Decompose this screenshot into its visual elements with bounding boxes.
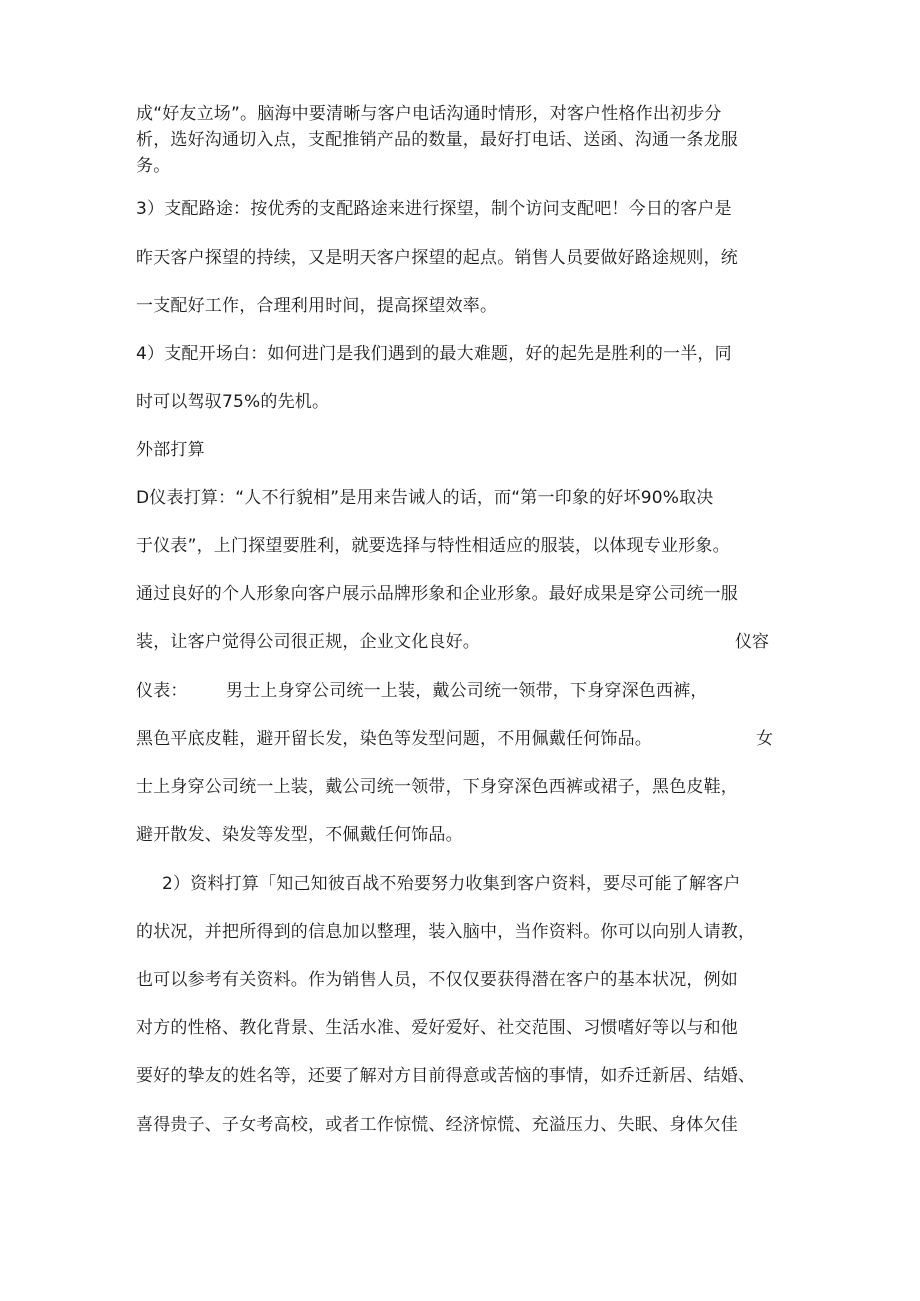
text-line-20: 也可以参考有关资料。作为销售人员，不仅仅要获得潜在客户的基本状况，例如 xyxy=(136,970,738,990)
text-line-6: 一支配好工作，合理利用时间，提高探望效率。 xyxy=(136,296,498,316)
text-line-8: 时可以驾驭75%的先机。 xyxy=(136,392,330,412)
text-line-1: 成“好友立场”。脑海中要清晰与客户电话沟通时情形，对客户性格作出初步分 xyxy=(136,104,722,124)
text-line-3: 务。 xyxy=(136,156,171,176)
text-line-10: D仪表打算：“人不行貌相”是用来告诫人的话，而“第一印象的好坏90%取决 xyxy=(136,488,714,508)
text-line-23: 喜得贵子、子女考高校，或者工作惊慌、经济惊慌、充溢压力、失眠、身体欠佳 xyxy=(136,1115,738,1135)
text-line-7: 4）支配开场白：如何进门是我们遇到的最大难题，好的起先是胜利的一半，同 xyxy=(136,344,732,364)
text-line-13: 装，让客户觉得公司很正规，企业文化良好。 xyxy=(136,632,480,652)
section-heading: 外部打算 xyxy=(136,440,205,460)
text-line-5: 昨天客户探望的持续，又是明天客户探望的起点。销售人员要做好路途规则，统 xyxy=(136,248,738,268)
text-line-18: 2）资料打算「知己知彼百战不殆要努力收集到客户资料，要尽可能了解客户 xyxy=(162,874,741,894)
text-line-14-label: 仪表： xyxy=(136,681,188,701)
text-line-21: 对方的性格、教化背景、生活水准、爱好爱好、社交范围、习惯嗜好等以与和他 xyxy=(136,1018,738,1038)
text-line-16: 士上身穿公司统一上装，戴公司统一领带，下身穿深色西裤或裙子，黑色皮鞋， xyxy=(136,777,738,797)
text-fragment-nv: 女 xyxy=(756,729,773,749)
text-line-4: 3）支配路途：按优秀的支配路途来进行探望，制个访问支配吧！今日的客户是 xyxy=(136,199,732,219)
text-line-22: 要好的挚友的姓名等，还要了解对方目前得意或苦恼的事情，如乔迁新居、结婚、 xyxy=(136,1066,756,1086)
text-line-17: 避开散发、染发等发型，不佩戴任何饰品。 xyxy=(136,825,463,845)
text-line-2: 析，选好沟通切入点，支配推销产品的数量，最好打电话、送函、沟通一条龙服 xyxy=(136,130,738,150)
text-line-14-body: 男士上身穿公司统一上装，戴公司统一领带，下身穿深色西裤， xyxy=(226,681,708,701)
text-line-19: 的状况，并把所得到的信息加以整理，装入脑中，当作资料。你可以向别人请教， xyxy=(136,922,756,942)
text-line-11: 于仪表”，上门探望要胜利，就要选择与特性相适应的服装，以体现专业形象。 xyxy=(136,536,730,556)
text-fragment-yirong: 仪容 xyxy=(735,632,769,652)
text-line-15: 黑色平底皮鞋，避开留长发，染色等发型问题，不用佩戴任何饰品。 xyxy=(136,729,652,749)
text-line-12: 通过良好的个人形象向客户展示品牌形象和企业形象。最好成果是穿公司统一服 xyxy=(136,584,738,604)
